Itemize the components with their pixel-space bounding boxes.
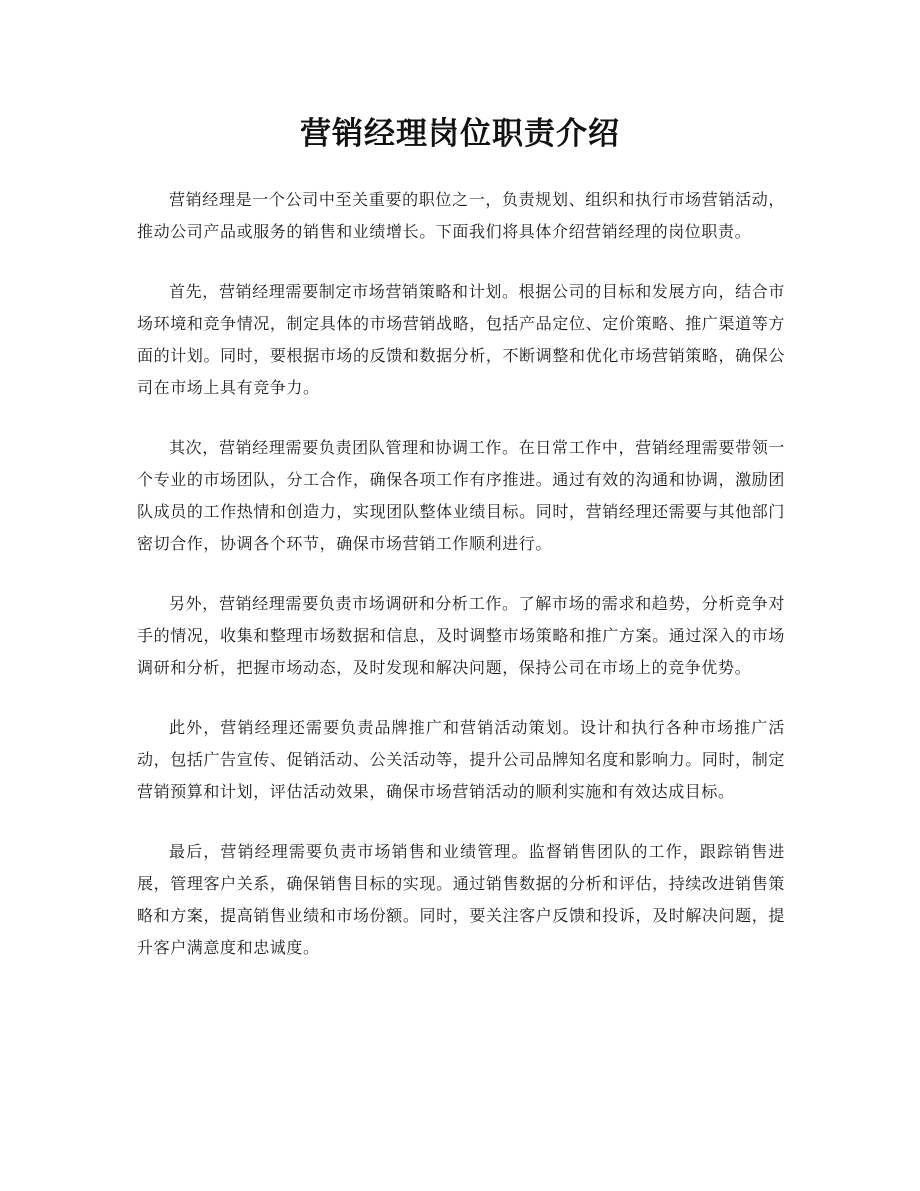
document-body xyxy=(137,184,785,992)
paragraph-sales-management: 最后，营销经理需要负责市场销售和业绩管理。监督销售团队的工作，跟踪销售进展，管理客户关系，确保销售目标的实现。通过销售数据的分析和评估，持续改进销售策略和方案，提高销售业绩和市场份额。同时，要关注客户反馈和投诉，及时解决问题，提升客户满意度和忠诚度。 xyxy=(137,842,785,957)
document-title: 营销经理岗位职责介绍 xyxy=(300,116,620,152)
paragraph-intro: 营销经理是一个公司中至关重要的职位之一，负责规划、组织和执行市场营销活动，推动公司产品或服务的销售和业绩增长。下面我们将具体介绍营销经理的岗位职责。 xyxy=(137,190,785,241)
paragraph-team-management: 其次，营销经理需要负责团队管理和协调工作。在日常工作中，营销经理需要带领一个专业的市场团队，分工合作，确保各项工作有序推进。通过有效的沟通和协调，激励团队成员的工作热情和创造力，实现团队整体业绩目标。同时，营销经理还需要与其他部门密切合作，协调各个环节，确保市场营销工作顺利进行。 xyxy=(137,438,785,553)
paragraph-strategy: 首先，营销经理需要制定市场营销策略和计划。根据公司的目标和发展方向，结合市场环境和竞争情况，制定具体的市场营销战略，包括产品定位、定价策略、推广渠道等方面的计划。同时，要根据市场的反馈和数据分析，不断调整和优化市场营销策略，确保公司在市场上具有竞争力。 xyxy=(137,282,785,397)
paragraph-market-research: 另外，营销经理需要负责市场调研和分析工作。了解市场的需求和趋势，分析竞争对手的情况，收集和整理市场数据和信息，及时调整市场策略和推广方案。通过深入的市场调研和分析，把握市场动态，及时发现和解决问题，保持公司在市场上的竞争优势。 xyxy=(137,594,785,677)
paragraph-brand-promotion: 此外，营销经理还需要负责品牌推广和营销活动策划。设计和执行各种市场推广活动，包括广告宣传、促销活动、公关活动等，提升公司品牌知名度和影响力。同时，制定营销预算和计划，评估活动效果，确保市场营销活动的顺利实施和有效达成目标。 xyxy=(137,718,785,801)
